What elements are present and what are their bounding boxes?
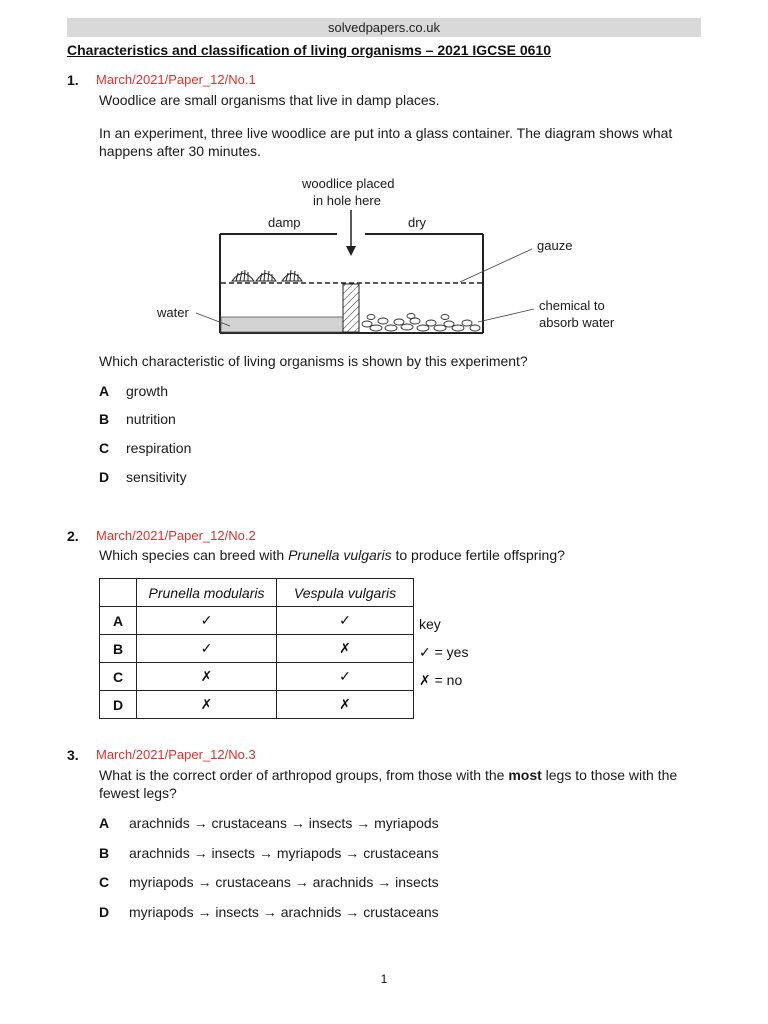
question-1-prompt: Which characteristic of living organisms is shown by this experiment?	[99, 353, 528, 369]
cell-prunella: ✓	[137, 635, 277, 663]
label-dry: dry	[408, 215, 427, 230]
question-3-prompt-line-1	[99, 766, 677, 784]
key-no: ✗ = no	[419, 672, 463, 688]
table-row	[100, 635, 414, 663]
cell-vespula: ✗	[277, 635, 414, 663]
question-1-ref: March/2021/Paper_12/No.1	[96, 72, 256, 87]
site-banner: solvedpapers.co.uk	[67, 18, 701, 37]
question-3-ref: March/2021/Paper_12/No.3	[96, 747, 256, 762]
question-1-text-line-2: happens after 30 minutes.	[99, 143, 261, 159]
document-title: Characteristics and classification of living organisms – 2021 IGCSE 0610	[67, 42, 551, 58]
question-2-species: Prunella vulgaris	[288, 547, 392, 563]
woodlouse	[232, 270, 254, 281]
row-letter: C	[100, 663, 137, 691]
chemical-leader-line	[478, 309, 534, 322]
q1-option-d-text: sensitivity	[126, 469, 187, 485]
label-woodlice-placed-2: in hole here	[313, 193, 381, 208]
cell-vespula: ✓	[277, 607, 414, 635]
row-letter: A	[100, 607, 137, 635]
chemical-pebbles	[362, 314, 480, 332]
gauze-leader-line	[460, 249, 532, 282]
table-row	[100, 607, 414, 635]
woodlice	[232, 270, 302, 281]
question-3-post: legs to those with the	[541, 767, 678, 783]
cell-vespula: ✗	[277, 691, 414, 719]
label-chemical-2: absorb water	[539, 315, 615, 330]
question-3-prompt-line-2: fewest legs?	[99, 785, 177, 801]
label-damp: damp	[268, 215, 301, 230]
q1-option-a-letter: A	[99, 383, 110, 399]
key-title: key	[419, 616, 441, 632]
q1-option-a-text: growth	[126, 383, 169, 399]
question-3-pre: What is the correct order of arthropod groups, from those with the	[99, 767, 509, 783]
q3-option-c-text: myriapods → crustaceans → arachnids → insects	[129, 874, 439, 890]
question-2-post: to produce fertile offspring?	[391, 547, 565, 563]
question-1-intro: Woodlice are small organisms that live in damp places.	[99, 92, 440, 108]
q1-option-c-text: respiration	[126, 440, 192, 456]
q1-option-b-letter: B	[99, 411, 110, 427]
woodlouse	[282, 270, 302, 281]
cell-prunella: ✗	[137, 691, 277, 719]
q1-option-c-letter: C	[99, 440, 110, 456]
q1-option-d-letter: D	[99, 469, 110, 485]
label-woodlice-placed-1: woodlice placed	[302, 176, 395, 191]
question-1-text-line-1: In an experiment, three live woodlice are put into a glass container. The diagram shows what	[99, 125, 673, 141]
q3-option-d-text: myriapods → insects → arachnids → crustaceans	[129, 904, 439, 920]
q1-option-b-text: nutrition	[126, 411, 176, 427]
species-table	[99, 578, 414, 719]
label-chemical-1: chemical to	[539, 298, 605, 313]
q3-option-d-letter: D	[99, 904, 110, 920]
question-2-pre: Which species can breed with	[99, 547, 289, 563]
woodlouse	[256, 270, 276, 281]
table-row	[100, 663, 414, 691]
q3-option-c-letter: C	[99, 874, 110, 890]
question-2-ref: March/2021/Paper_12/No.2	[96, 528, 256, 543]
q3-option-b-letter: B	[99, 845, 110, 861]
cell-vespula: ✓	[277, 663, 414, 691]
question-2-prompt	[99, 546, 565, 564]
question-1-number: 1.	[67, 72, 79, 88]
q3-option-b-text: arachnids → insects → myriapods → crustaceans	[129, 845, 439, 861]
page-number: 1	[380, 972, 388, 986]
cell-prunella: ✗	[137, 663, 277, 691]
q3-option-a-letter: A	[99, 815, 110, 831]
question-2-number: 2.	[67, 528, 79, 544]
divider-block	[343, 284, 359, 332]
table-header-prunella: Prunella modularis	[137, 579, 277, 607]
label-gauze: gauze	[537, 238, 573, 253]
q3-option-a-text: arachnids → crustaceans → insects → myriapods	[129, 815, 439, 831]
cell-prunella: ✓	[137, 607, 277, 635]
question-3-number: 3.	[67, 747, 79, 763]
question-3-most: most	[508, 767, 542, 783]
table-header-corner	[100, 579, 137, 607]
table-header-row	[100, 579, 414, 607]
row-letter: D	[100, 691, 137, 719]
placement-arrow	[346, 210, 356, 256]
water-layer	[221, 317, 343, 332]
label-water: water	[157, 305, 189, 320]
row-letter: B	[100, 635, 137, 663]
table-row	[100, 691, 414, 719]
table-header-vespula: Vespula vulgaris	[277, 579, 414, 607]
key-yes: ✓ = yes	[419, 644, 469, 660]
